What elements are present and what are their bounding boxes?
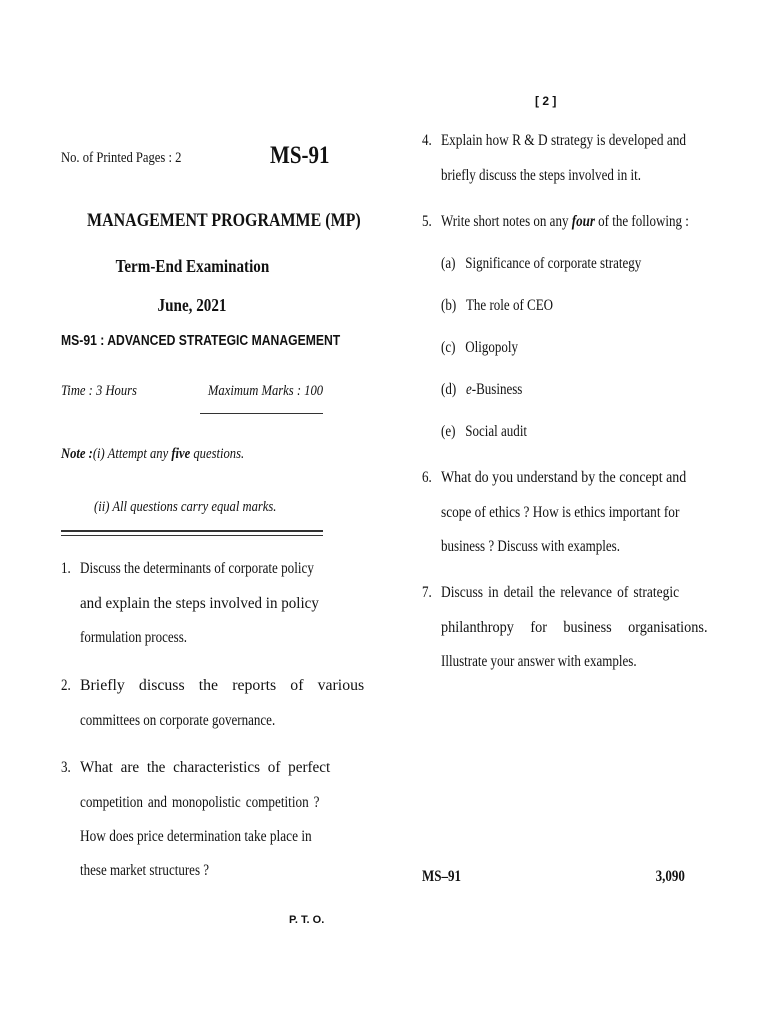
question-number: 4. — [422, 132, 432, 149]
maximum-marks: Maximum Marks : 100 — [207, 383, 323, 399]
question-3 — [61, 759, 331, 884]
footer-course-code: MS–91 — [422, 868, 462, 885]
programme-title: MANAGEMENT PROGRAMME (MP) — [87, 210, 361, 231]
sub-item-e: (e) Social audit — [441, 423, 528, 440]
course-code: MS-91 — [270, 142, 330, 169]
question-2 — [61, 677, 365, 732]
question-text-line: formulation process. — [80, 629, 188, 646]
question-text-line: How does price determination take place in — [80, 828, 312, 845]
section-rule-bottom — [61, 535, 323, 536]
sub-item-c: (c) Oligopoly — [441, 339, 519, 356]
note-line-2: (ii) All questions carry equal marks. — [94, 499, 277, 515]
question-number: 7. — [422, 584, 432, 601]
question-text-line: briefly discuss the steps involved in it. — [441, 167, 641, 184]
question-6 — [422, 469, 685, 559]
marks-rule — [200, 413, 323, 414]
question-text-line: Briefly discuss the reports of various — [80, 677, 365, 694]
question-text-line: and explain the steps involved in policy — [80, 595, 319, 612]
exam-title: Term-End Examination — [115, 256, 269, 276]
question-1 — [61, 560, 323, 650]
question-text-line: scope of ethics ? How is ethics important for — [441, 504, 680, 521]
sub-item-b: (b) The role of CEO — [441, 297, 554, 314]
footer-copy-count: 3,090 — [655, 868, 685, 885]
question-number: 5. — [422, 213, 432, 230]
question-number: 6. — [422, 469, 432, 486]
note-label: Note : — [61, 446, 93, 462]
question-text-line: committees on corporate governance. — [80, 712, 276, 729]
question-number: 2. — [61, 677, 71, 694]
question-4 — [422, 132, 685, 187]
question-text-line: Discuss the determinants of corporate policy — [80, 560, 314, 577]
printed-pages: No. of Printed Pages : 2 — [61, 150, 182, 166]
question-text-line: What are the characteristics of perfect — [80, 759, 331, 776]
pto-marker: P. T. O. — [289, 914, 325, 926]
question-text-line: these market structures ? — [80, 862, 210, 879]
question-number: 3. — [61, 759, 71, 776]
question-7 — [422, 584, 708, 674]
question-text-line: Illustrate your answer with examples. — [441, 653, 637, 670]
section-rule-top — [61, 530, 323, 532]
question-number: 1. — [61, 560, 71, 577]
course-title: MS-91 : ADVANCED STRATEGIC MANAGEMENT — [61, 333, 341, 349]
time-allowed: Time : 3 Hours — [61, 383, 137, 399]
page-number: [ 2 ] — [535, 94, 557, 108]
question-text-line: What do you understand by the concept and — [441, 469, 687, 486]
question-text-line: Discuss in detail the relevance of strategic — [441, 584, 680, 601]
question-5 — [422, 213, 689, 443]
question-text-line: philanthropy for business organisations. — [441, 619, 708, 636]
note-line-1: Note :(i) Attempt any five questions. — [61, 446, 245, 462]
sub-item-a: (a) Significance of corporate strategy — [441, 255, 642, 272]
question-text-line: Write short notes on any four of the following : — [441, 213, 689, 230]
exam-session: June, 2021 — [157, 295, 227, 315]
sub-item-d: (d) e-Business — [441, 381, 523, 398]
question-text-line: competition and monopolistic competition ? — [80, 794, 320, 811]
question-text-line: Explain how R & D strategy is developed and — [441, 132, 687, 149]
question-text-line: business ? Discuss with examples. — [441, 538, 621, 555]
